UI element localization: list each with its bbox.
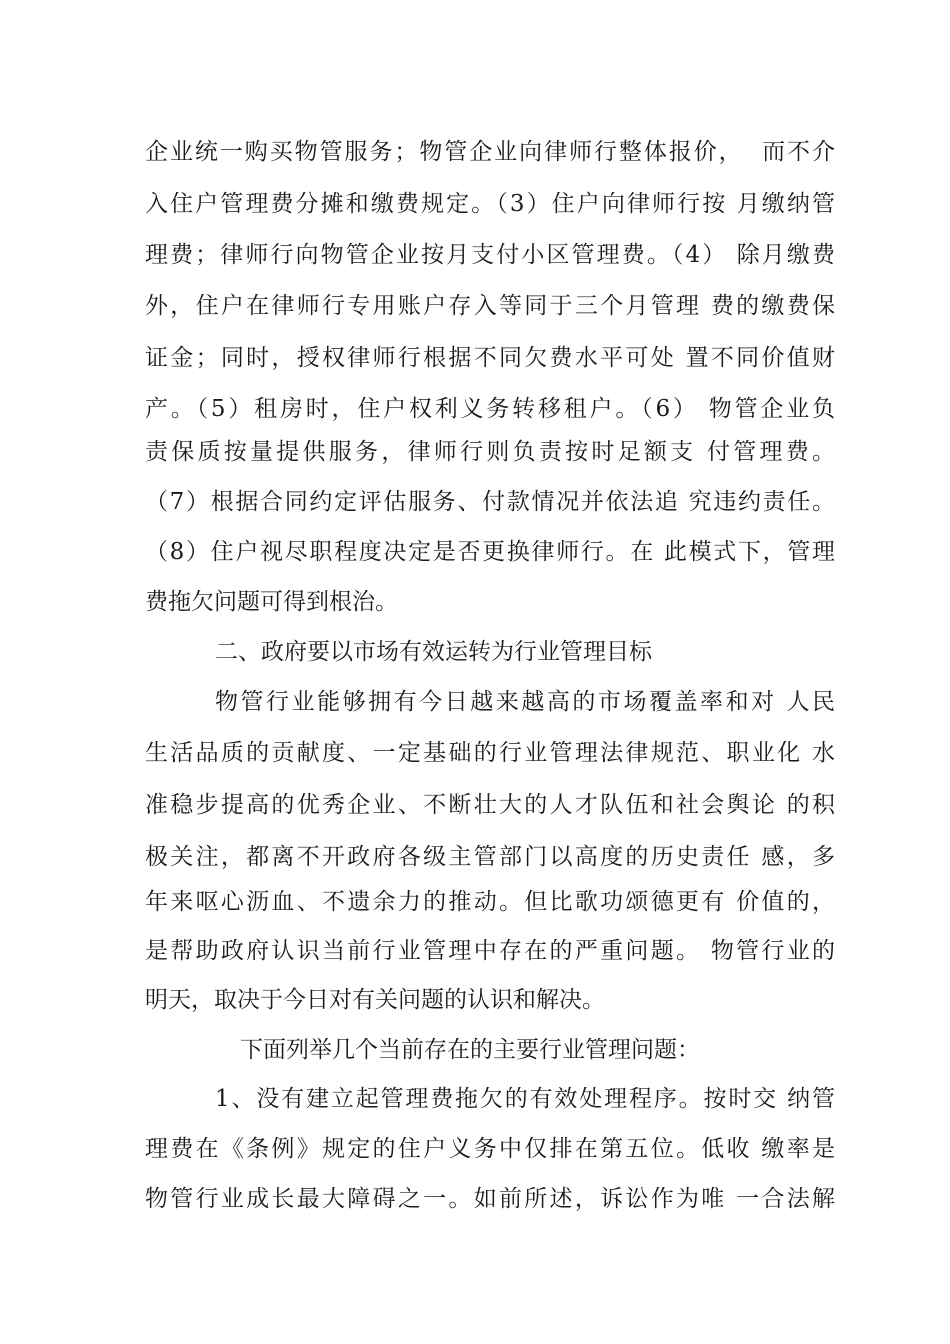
- text-line: （8）住户视尽职程度决定是否更换律师行。在 此模式下，管理: [145, 539, 835, 565]
- text-line: 证金；同时，授权律师行根据不同欠费水平可处 置不同价值财: [145, 345, 835, 371]
- text-line: 是帮助政府认识当前行业管理中存在的严重问题。 物管行业的: [145, 938, 835, 964]
- text-line: 物管行业能够拥有今日越来越高的市场覆盖率和对 人民: [215, 689, 835, 715]
- text-line: 年来呕心沥血、不遗余力的推动。但比歌功颂德更有 价值的，: [145, 889, 835, 915]
- text-line: 极关注，都离不开政府各级主管部门以高度的历史责任 感，多: [145, 844, 835, 870]
- text-line: 明天，取决于今日对有关问题的认识和解决。: [145, 987, 605, 1013]
- text-line: 企业统一购买物管服务；物管企业向律师行整体报价， 而不介: [145, 139, 835, 165]
- text-line: 1、没有建立起管理费拖欠的有效处理程序。按时交 纳管: [215, 1086, 835, 1112]
- text-line: 下面列举几个当前存在的主要行业管理问题：: [240, 1037, 700, 1063]
- text-line: 理费在《条例》规定的住户义务中仅排在第五位。低收 缴率是: [145, 1136, 835, 1162]
- text-line: 责保质按量提供服务，律师行则负责按时足额支 付管理费。: [145, 439, 835, 465]
- text-line: 入住户管理费分摊和缴费规定。（3）住户向律师行按 月缴纳管: [145, 191, 835, 217]
- text-line: 外，住户在律师行专用账户存入等同于三个月管理 费的缴费保: [145, 293, 835, 319]
- text-line: 物管行业成长最大障碍之一。如前所述，诉讼作为唯 一合法解: [145, 1186, 835, 1212]
- text-line: 准稳步提高的优秀企业、不断壮大的人才队伍和社会舆论 的积: [145, 792, 835, 818]
- text-line: 生活品质的贡献度、一定基础的行业管理法律规范、职业化 水: [145, 740, 835, 766]
- text-line: （7）根据合同约定评估服务、付款情况并依法追 究违约责任。: [145, 489, 835, 515]
- section-heading: 二、政府要以市场有效运转为行业管理目标: [215, 639, 652, 665]
- text-line: 产。（5）租房时，住户权利义务转移租户。（6） 物管企业负: [145, 396, 835, 422]
- text-line: 费拖欠问题可得到根治。: [145, 589, 398, 615]
- text-line: 理费；律师行向物管企业按月支付小区管理费。（4） 除月缴费: [145, 242, 835, 268]
